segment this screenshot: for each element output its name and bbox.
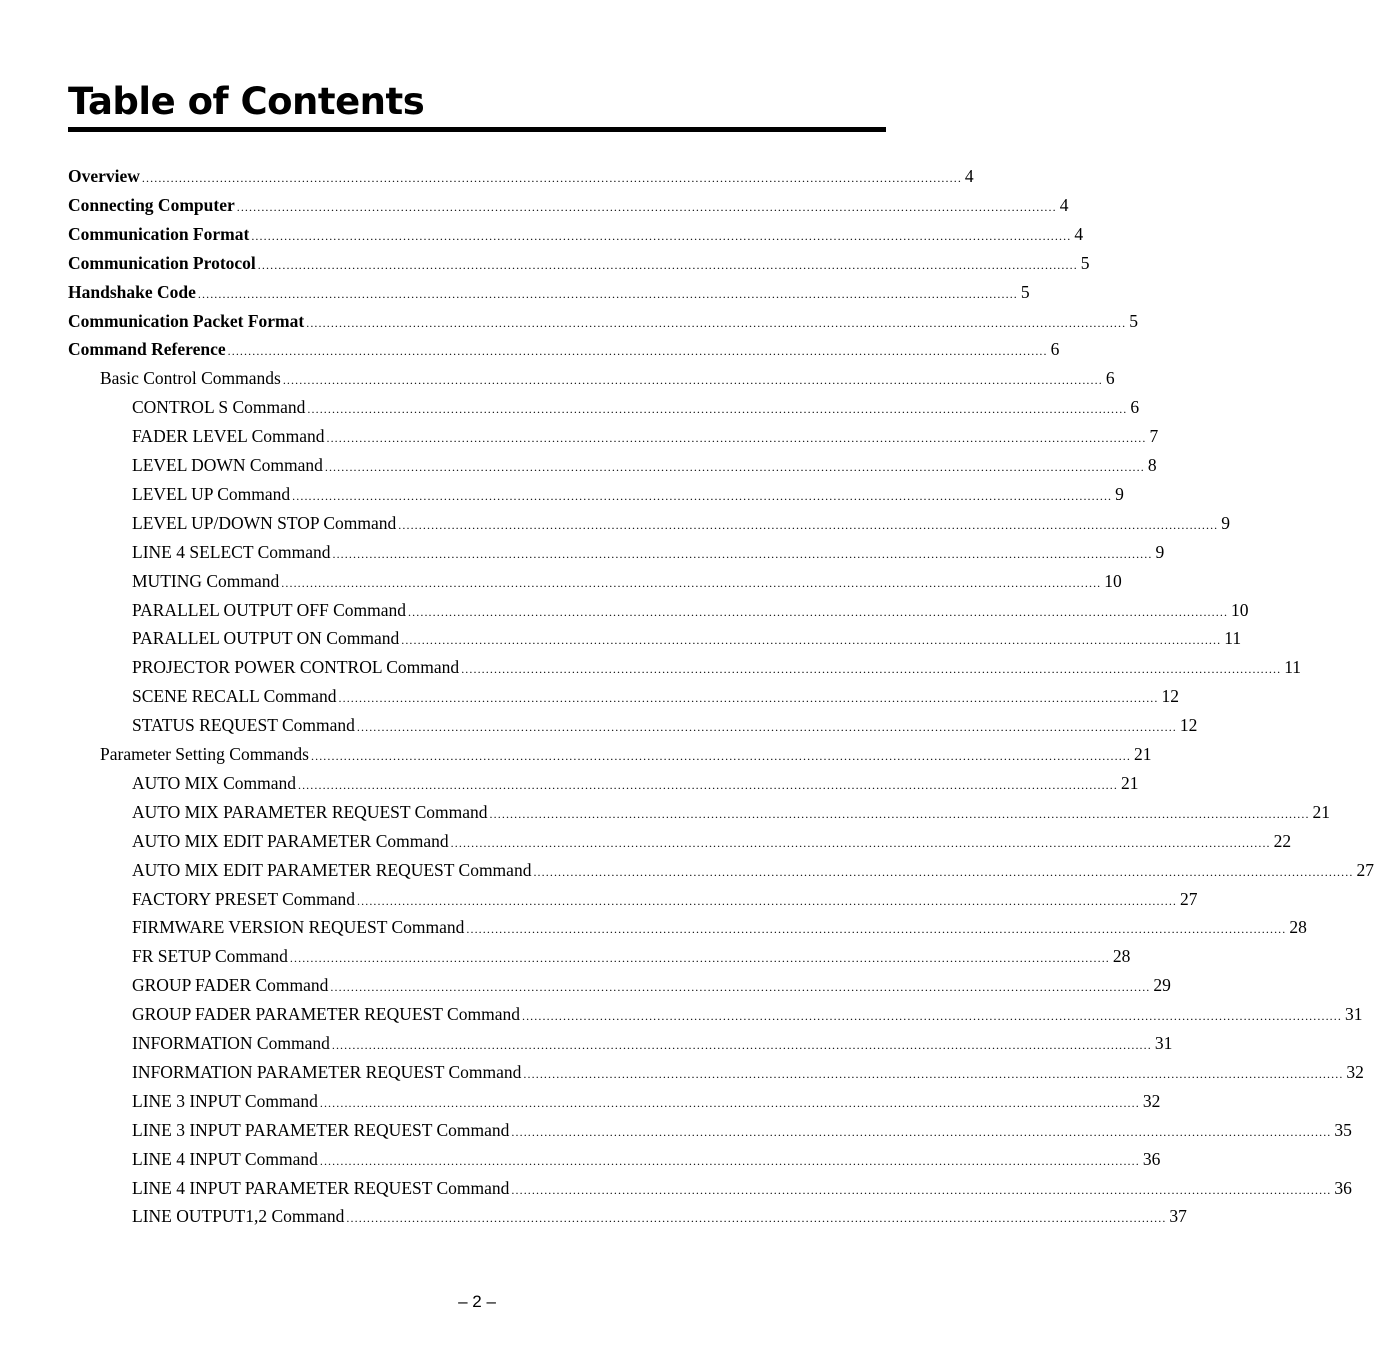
toc-entry-label: LEVEL DOWN Command	[132, 455, 323, 475]
dot-leader: ........................................................................................................................................................................................................	[319, 1153, 1140, 1168]
toc-entry-page: 4	[1059, 194, 1069, 215]
dot-leader: ........................................................................................................................................................................................................	[326, 431, 1147, 446]
dot-leader: ........................................................................................................................................................................................................	[197, 286, 1018, 301]
toc-entry[interactable]	[68, 1029, 1173, 1058]
toc-entry-label: PROJECTOR POWER CONTROL Command	[132, 657, 460, 678]
toc-entry-label: Communication Format	[68, 223, 250, 244]
dot-leader: ........................................................................................................................................................................................................	[141, 171, 962, 185]
toc-entry-page: 5	[1080, 252, 1090, 273]
toc-entry-label: Connecting Computer	[68, 194, 235, 215]
toc-entry-label: LEVEL UP Command	[132, 483, 291, 504]
toc-entry-label: FACTORY PRESET Command	[132, 888, 356, 909]
toc-entry-label: PARALLEL OUTPUT OFF Command	[132, 599, 407, 620]
dot-leader: ........................................................................................................................................................................................................	[461, 662, 1282, 677]
toc-entry[interactable]	[68, 1058, 1364, 1087]
toc-entry[interactable]	[68, 798, 1331, 827]
dot-leader: ........................................................................................................................................................................................................	[257, 257, 1078, 272]
toc-entry[interactable]	[68, 393, 1140, 422]
toc-entry-label: LINE 4 SELECT Command	[132, 541, 331, 562]
toc-entry[interactable]	[68, 422, 1159, 451]
toc-entry[interactable]	[68, 1087, 1161, 1116]
dot-leader: ........................................................................................................................................................................................................	[450, 835, 1271, 850]
toc-entry-page: 28	[1112, 946, 1131, 967]
toc-entry-label: Parameter Setting Commands	[100, 744, 309, 764]
toc-entry-label: LINE 4 INPUT PARAMETER REQUEST Command	[132, 1177, 510, 1198]
toc-entry-label: INFORMATION PARAMETER REQUEST Command	[132, 1061, 522, 1082]
toc-entry[interactable]	[68, 451, 1157, 480]
toc-entry[interactable]	[68, 682, 1179, 711]
dot-leader: ........................................................................................................................................................................................................	[331, 1038, 1152, 1052]
toc-entry-page: 9	[1115, 483, 1124, 504]
toc-entry-label: AUTO MIX PARAMETER REQUEST Command	[132, 801, 488, 822]
toc-entry[interactable]	[68, 1145, 1161, 1174]
dot-leader: ........................................................................................................................................................................................................	[319, 1095, 1140, 1110]
toc-entry-label: FR SETUP Command	[132, 946, 288, 967]
toc-entry-label: AUTO MIX EDIT PARAMETER REQUEST Command	[132, 859, 532, 880]
toc-entry-label: FIRMWARE VERSION REQUEST Command	[132, 917, 465, 938]
toc-entry-page: 6	[1050, 339, 1060, 360]
toc-entry-page: 21	[1312, 801, 1331, 822]
toc-entry-label: Communication Packet Format	[68, 310, 305, 331]
dot-leader: ........................................................................................................................................................................................................	[511, 1182, 1332, 1197]
toc-entry-page: 4	[1074, 223, 1084, 244]
toc-entry-label: AUTO MIX Command	[132, 772, 296, 793]
toc-entry-page: 22	[1273, 830, 1292, 851]
toc-entry[interactable]	[68, 249, 1090, 278]
toc-entry-label: LINE 3 INPUT Command	[132, 1090, 318, 1111]
dot-leader: ........................................................................................................................................................................................................	[356, 720, 1177, 735]
toc-entry-page: 21	[1120, 772, 1139, 793]
toc-entry[interactable]	[68, 971, 1171, 1000]
dot-leader: ........................................................................................................................................................................................................	[466, 922, 1287, 937]
toc-entry-label: Basic Control Commands	[100, 368, 281, 389]
dot-leader: ........................................................................................................................................................................................................	[297, 777, 1118, 792]
dot-leader: ........................................................................................................................................................................................................	[398, 517, 1219, 532]
toc-entry-page: 11	[1284, 657, 1302, 678]
toc-entry-label: GROUP FADER Command	[132, 975, 329, 996]
toc-entry-page: 27	[1180, 888, 1198, 909]
toc-entry[interactable]	[68, 653, 1302, 682]
toc-entry-label: Communication Protocol	[68, 252, 256, 273]
toc-entry[interactable]	[68, 1202, 1187, 1231]
toc-entry-label: AUTO MIX EDIT PARAMETER Command	[132, 830, 449, 851]
toc-entry[interactable]	[68, 567, 1122, 596]
toc-entry[interactable]	[68, 364, 1115, 393]
toc-entry-page: 12	[1161, 686, 1179, 707]
toc-entry[interactable]	[68, 769, 1139, 798]
toc-entry[interactable]	[68, 711, 1198, 740]
toc-entry-page: 6	[1130, 397, 1140, 418]
toc-entry-label: LINE 3 INPUT PARAMETER REQUEST Command	[132, 1119, 510, 1140]
toc-entry-page: 12	[1179, 715, 1198, 736]
toc-entry-label: Handshake Code	[68, 281, 196, 302]
toc-entry[interactable]	[68, 191, 1069, 220]
toc-entry[interactable]	[68, 913, 1307, 942]
toc-entry[interactable]	[68, 307, 1138, 336]
toc-entry-page: 10	[1231, 599, 1249, 620]
dot-leader: ........................................................................................................................................................................................................	[533, 864, 1354, 879]
toc-entry-page: 11	[1224, 628, 1242, 649]
toc-entry-label: INFORMATION Command	[132, 1033, 330, 1053]
toc-entry-page: 31	[1154, 1033, 1173, 1053]
toc-entry-label: LEVEL UP/DOWN STOP Command	[132, 512, 397, 533]
toc-entry-label: FADER LEVEL Command	[132, 426, 325, 447]
page-title: Table of Contents	[68, 80, 425, 123]
dot-leader: ........................................................................................................................................................................................................	[330, 980, 1151, 995]
toc-entry[interactable]	[68, 509, 1231, 538]
dot-leader: ........................................................................................................................................................................................................	[357, 893, 1178, 908]
dot-leader: ........................................................................................................................................................................................................	[489, 806, 1310, 821]
dot-leader: ........................................................................................................................................................................................................	[251, 228, 1072, 243]
dot-leader: ........................................................................................................................................................................................................	[281, 575, 1102, 590]
toc-entry[interactable]	[68, 1174, 1352, 1203]
toc-entry-page: 9	[1221, 512, 1231, 533]
page-number: – 2 –	[458, 1292, 496, 1311]
toc-entry[interactable]	[68, 1000, 1363, 1029]
toc-entry-label: SCENE RECALL Command	[132, 686, 337, 707]
toc-entry[interactable]	[68, 740, 1152, 769]
toc-entry-page: 29	[1153, 975, 1171, 996]
toc-entry-page: 27	[1356, 859, 1374, 880]
dot-leader: ........................................................................................................................................................................................................	[346, 1211, 1167, 1226]
toc-entry-page: 28	[1289, 917, 1307, 938]
toc-entry-page: 7	[1149, 426, 1159, 447]
dot-leader: ........................................................................................................................................................................................................	[282, 373, 1103, 388]
dot-leader: ........................................................................................................................................................................................................	[401, 633, 1222, 648]
dot-leader: ........................................................................................................................................................................................................	[521, 1009, 1342, 1024]
dot-leader: ........................................................................................................................................................................................................	[227, 344, 1048, 359]
toc-entry[interactable]	[68, 538, 1165, 567]
toc-entry-page: 37	[1169, 1206, 1187, 1227]
toc-entry[interactable]	[68, 1116, 1352, 1145]
toc-entry[interactable]	[68, 856, 1374, 885]
toc-entry-page: 36	[1334, 1177, 1352, 1198]
toc-entry-page: 5	[1020, 281, 1030, 302]
toc-entry-page: 32	[1142, 1090, 1161, 1111]
toc-entry-page: 4	[964, 166, 974, 186]
toc-entry[interactable]	[68, 596, 1249, 625]
dot-leader: ........................................................................................................................................................................................................	[338, 691, 1159, 706]
dot-leader: ........................................................................................................................................................................................................	[306, 315, 1127, 330]
toc-entry-label: Overview	[68, 166, 140, 186]
toc-entry-label: GROUP FADER PARAMETER REQUEST Command	[132, 1004, 520, 1025]
toc-entry[interactable]	[68, 942, 1131, 971]
toc-entry-page: 35	[1334, 1119, 1352, 1140]
toc-entry-label: PARALLEL OUTPUT ON Command	[132, 628, 400, 649]
dot-leader: ........................................................................................................................................................................................................	[236, 199, 1057, 214]
toc-entry-page: 31	[1344, 1004, 1363, 1025]
toc-entry-page: 5	[1129, 310, 1138, 331]
dot-leader: ........................................................................................................................................................................................................	[523, 1066, 1344, 1081]
toc-entry-label: LINE 4 INPUT Command	[132, 1148, 318, 1169]
toc-entry-page: 36	[1142, 1148, 1161, 1169]
toc-entry-label: CONTROL S Command	[132, 397, 306, 418]
toc-entry-label: MUTING Command	[132, 570, 280, 591]
toc-entry-page: 9	[1155, 541, 1165, 562]
toc-entry[interactable]	[68, 335, 1060, 364]
toc-entry[interactable]	[68, 480, 1124, 509]
title-rule	[68, 127, 886, 132]
dot-leader: ........................................................................................................................................................................................................	[511, 1124, 1332, 1139]
toc-entry-label: Command Reference	[68, 339, 226, 360]
toc-entry[interactable]	[68, 220, 1084, 249]
toc-entry-page: 8	[1147, 455, 1157, 475]
dot-leader: ........................................................................................................................................................................................................	[408, 604, 1229, 619]
toc-entry-page: 10	[1104, 570, 1122, 591]
dot-leader: ........................................................................................................................................................................................................	[311, 749, 1131, 763]
dot-leader: ........................................................................................................................................................................................................	[289, 951, 1110, 966]
toc-entry[interactable]	[68, 885, 1198, 914]
dot-leader: ........................................................................................................................................................................................................	[332, 546, 1153, 561]
dot-leader: ........................................................................................................................................................................................................	[307, 402, 1128, 417]
toc-entry[interactable]	[68, 827, 1292, 856]
toc-entry[interactable]	[68, 278, 1030, 307]
dot-leader: ........................................................................................................................................................................................................	[324, 460, 1145, 474]
toc-entry[interactable]	[68, 162, 974, 191]
toc-entry-label: STATUS REQUEST Command	[132, 715, 355, 736]
dot-leader: ........................................................................................................................................................................................................	[292, 488, 1113, 503]
toc-entry-page: 21	[1134, 744, 1152, 764]
toc-entry-label: LINE OUTPUT1,2 Command	[132, 1206, 345, 1227]
toc-entry-page: 32	[1346, 1061, 1364, 1082]
toc-entry[interactable]	[68, 624, 1242, 653]
toc-entry-page: 6	[1105, 368, 1115, 389]
